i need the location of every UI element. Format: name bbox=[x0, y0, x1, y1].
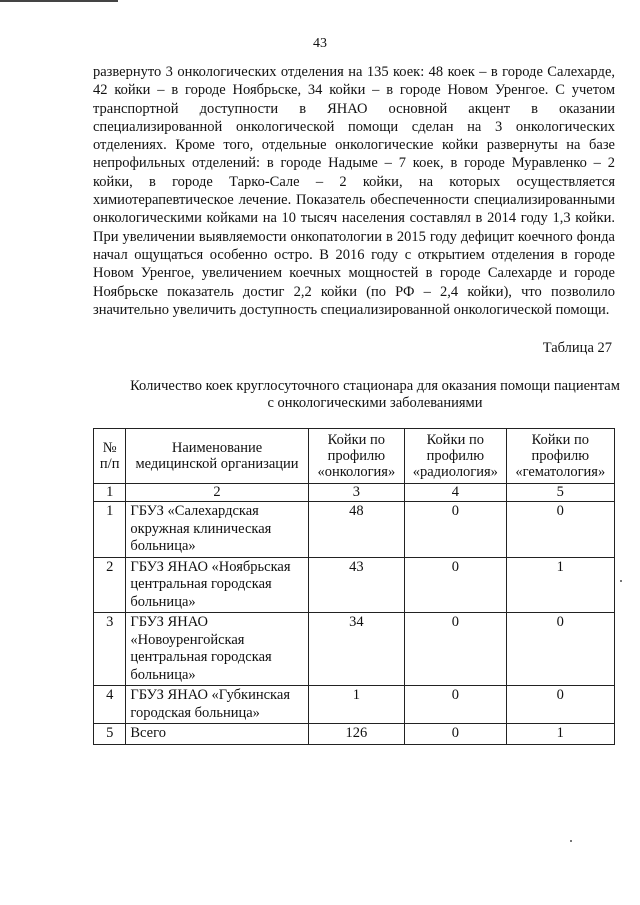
scan-speck bbox=[620, 580, 622, 582]
table-total-row bbox=[94, 724, 615, 745]
row-name: ГБУЗ ЯНАО «Новоуренгойская центральная городская больница» bbox=[126, 613, 308, 686]
row-num: 3 bbox=[94, 613, 126, 686]
row-name: ГБУЗ «Салехардская окружная клиническая больница» bbox=[126, 502, 308, 558]
scan-edge-mark bbox=[0, 0, 118, 2]
row-name: ГБУЗ ЯНАО «Ноябрьская центральная городская больница» bbox=[126, 557, 308, 613]
column-number: 1 bbox=[94, 484, 126, 502]
header-num: № п/п bbox=[94, 429, 126, 484]
table-caption: Таблица 27 bbox=[542, 340, 612, 356]
header-hematology: Койки по профилю «гематология» bbox=[506, 429, 614, 484]
row-hematology: 0 bbox=[506, 502, 614, 558]
header-name: Наименование медицинской организации bbox=[126, 429, 308, 484]
beds-table bbox=[93, 428, 615, 745]
row-hematology: 1 bbox=[506, 557, 614, 613]
table-row bbox=[94, 557, 615, 613]
row-num: 2 bbox=[94, 557, 126, 613]
row-num: 5 bbox=[94, 724, 126, 745]
row-oncology: 43 bbox=[308, 557, 404, 613]
row-radiology: 0 bbox=[405, 557, 507, 613]
header-radiology: Койки по профилю «радиология» bbox=[405, 429, 507, 484]
row-hematology: 0 bbox=[506, 613, 614, 686]
row-num: 4 bbox=[94, 686, 126, 724]
column-number: 4 bbox=[405, 484, 507, 502]
table-row bbox=[94, 686, 615, 724]
column-number: 5 bbox=[506, 484, 614, 502]
scan-speck bbox=[570, 840, 572, 842]
table-row bbox=[94, 502, 615, 558]
table-row bbox=[94, 613, 615, 686]
row-hematology: 0 bbox=[506, 686, 614, 724]
body-paragraph: развернуто 3 онкологических отделения на 135 коек: 48 коек – в городе Салехарде, 42 койки – в городе Ноябрьске, 34 койки – в городе Новом Уренгое. С учетом транспортной доступности в ЯНАО основной акцент в оказании специализированной онкологической помощи сделан на 3 онкологических отделениях. Кроме того, отдельные онкологические койки развернуты на базе непрофильных отделений: в городе Надыме – 7 коек, в городе Муравленко – 2 койки, в городе Тарко-Сале – 2 койки, на которых осуществляется химиотерапевтическое лечение. Показатель обеспеченности специализированными онкологическими койками на 10 тысяч населения составлял в 2014 году 1,3 койки. При увеличении выявляемости онкопатологии в 2015 году дефицит коечного фонда начал ощущаться особенно остро. В 2016 году с открытием отделения в городе Новом Уренгое, увеличением коечных мощностей в городе Салехарде и городе Ноябрьске показатель достиг 2,2 койки (по РФ – 2,4 койки), что позволило значительно увеличить доступность специализированной онкологической помощи. bbox=[93, 64, 615, 318]
row-oncology: 126 bbox=[308, 724, 404, 745]
row-name: Всего bbox=[126, 724, 308, 745]
row-radiology: 0 bbox=[405, 686, 507, 724]
page-number: 43 bbox=[313, 36, 327, 51]
row-oncology: 48 bbox=[308, 502, 404, 558]
row-oncology: 34 bbox=[308, 613, 404, 686]
row-radiology: 0 bbox=[405, 724, 507, 745]
row-num: 1 bbox=[94, 502, 126, 558]
column-number: 3 bbox=[308, 484, 404, 502]
table-title: Количество коек круглосуточного стационара для оказания помощи пациентам с онкологическими заболеваниями bbox=[130, 378, 620, 411]
row-name: ГБУЗ ЯНАО «Губкинская городская больница» bbox=[126, 686, 308, 724]
column-number: 2 bbox=[126, 484, 308, 502]
row-radiology: 0 bbox=[405, 502, 507, 558]
table-header-row bbox=[94, 429, 615, 484]
row-oncology: 1 bbox=[308, 686, 404, 724]
header-oncology: Койки по профилю «онкология» bbox=[308, 429, 404, 484]
row-hematology: 1 bbox=[506, 724, 614, 745]
row-radiology: 0 bbox=[405, 613, 507, 686]
column-number-row bbox=[94, 484, 615, 502]
